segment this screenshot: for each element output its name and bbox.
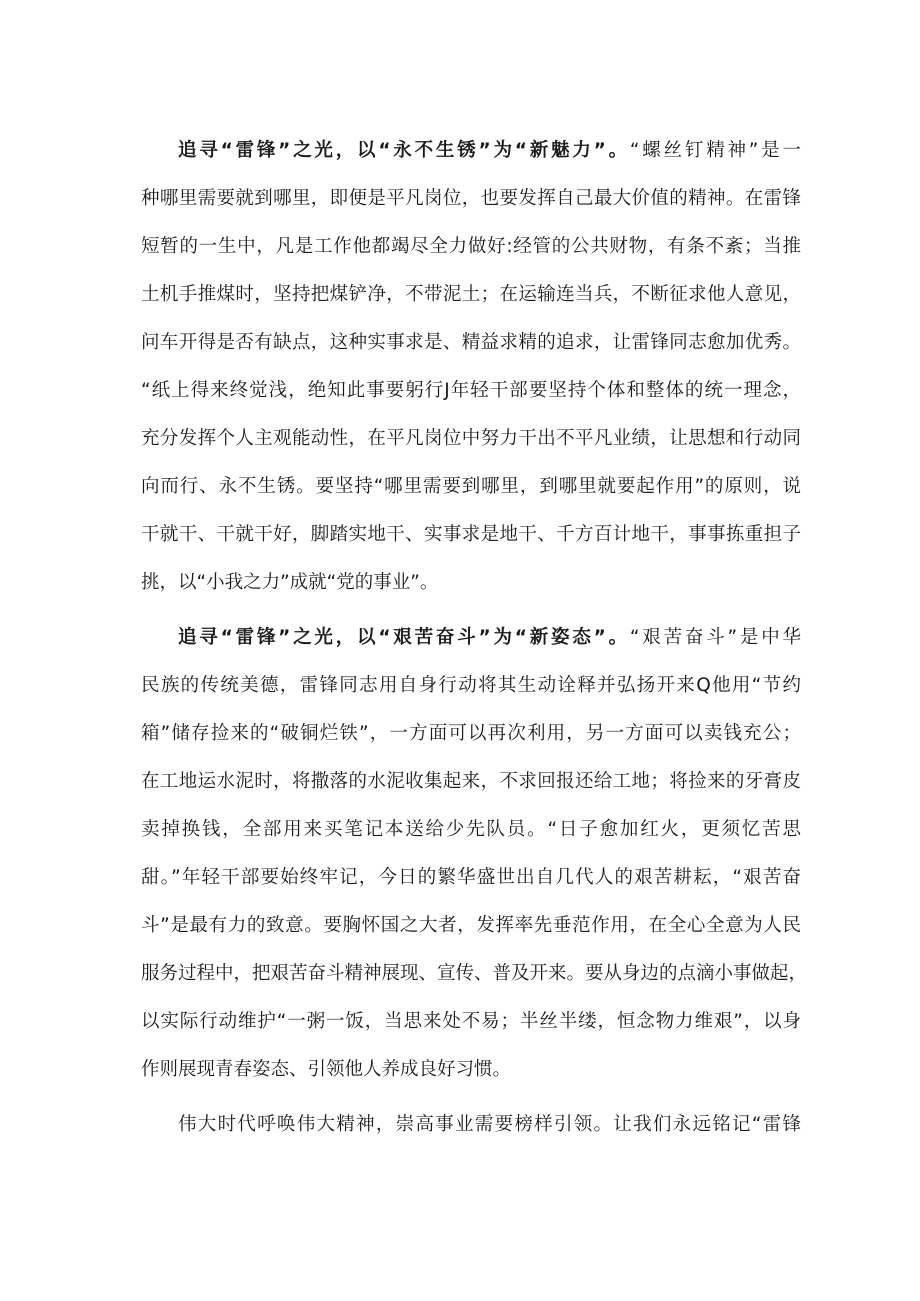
paragraph-1-line-4: 土机手推煤时，坚持把煤铲净，不带泥土；在运输连当兵，不断征求他人意见， (141, 284, 801, 305)
paragraph-1-line-2: 种哪里需要就到哪里，即便是平凡岗位，也要发挥自己最大价值的精神。在雷锋 (141, 188, 801, 209)
paragraph-2-line-4: 在工地运水泥时，将撒落的水泥收集起来，不求回报还给工地；将捡来的牙膏皮 (141, 771, 801, 792)
paragraph-1-line-9: 干就干、干就干好，脚踏实地干、实事求是地干、千方百计地干，事事拣重担子 (141, 524, 801, 545)
paragraph-1-line-7: 充分发挥个人主观能动性，在平凡岗位中努力干出不平凡业绩，让思想和行动同 (141, 428, 801, 449)
paragraph-2-line-9: 以实际行动维护“一粥一饭，当思来处不易；半丝半缕，恒念物力维艰”，以身 (141, 1011, 801, 1032)
paragraph-2-line-2: 民族的传统美德，雷锋同志用自身行动将其生动诠释并弘扬开来Q他用“节约 (141, 675, 801, 696)
paragraph-2-line-6: 甜。”年轻干部要始终牢记，今日的繁华盛世出自几代人的艰苦耕耘，“艰苦奋 (141, 867, 801, 888)
paragraph-2-heading: 追寻“雷锋”之光，以“艰苦奋斗”为“新姿态”。 (178, 627, 630, 648)
paragraph-3-line-1: 伟大时代呼唤伟大精神，崇高事业需要榜样引领。让我们永远铭记“雷锋 (178, 1114, 801, 1135)
paragraph-1-line-10: 挑，以“小我之力”成就“党的事业”。 (141, 572, 439, 593)
paragraph-1-line-6: “纸上得来终觉浅，绝知此事要躬行J年轻干部要坚持个体和整体的统一理念， (141, 380, 801, 401)
paragraph-2-line-1: 追寻“雷锋”之光，以“艰苦奋斗”为“新姿态”。“艰苦奋斗”是中华 (178, 627, 801, 648)
paragraph-2-line-5: 卖掉换钱，全部用来买笔记本送给少先队员。“日子愈加红火，更须忆苦思 (141, 819, 801, 840)
paragraph-2-line-8: 服务过程中，把艰苦奋斗精神展现、宣传、普及开来。要从身边的点滴小事做起， (141, 963, 808, 984)
paragraph-2-line-10: 作则展现青春姿态、引领他人养成良好习惯。 (141, 1059, 512, 1080)
paragraph-1-line-3: 短暂的一生中，凡是工作他都竭尽全力做好:经管的公共财物，有条不紊；当推 (141, 236, 801, 257)
paragraph-1-line-8: 向而行、永不生锈。要坚持“哪里需要到哪里，到哪里就要起作用”的原则，说 (141, 476, 801, 497)
paragraph-1-line-1: 追寻“雷锋”之光，以“永不生锈”为“新魅力”。“螺丝钉精神”是一 (178, 140, 801, 161)
paragraph-2-line-7: 斗”是最有力的致意。要胸怀国之大者，发挥率先垂范作用，在全心全意为人民 (141, 915, 801, 936)
paragraph-1-line-5: 问车开得是否有缺点，这种实事求是、精益求精的追求，让雷锋同志愈加优秀。 (141, 332, 801, 353)
paragraph-2-line-3: 箱”储存捡来的“破铜烂铁”，一方面可以再次利用，另一方面可以卖钱充公； (141, 723, 801, 744)
paragraph-1-heading: 追寻“雷锋”之光，以“永不生锈”为“新魅力”。 (178, 140, 630, 161)
